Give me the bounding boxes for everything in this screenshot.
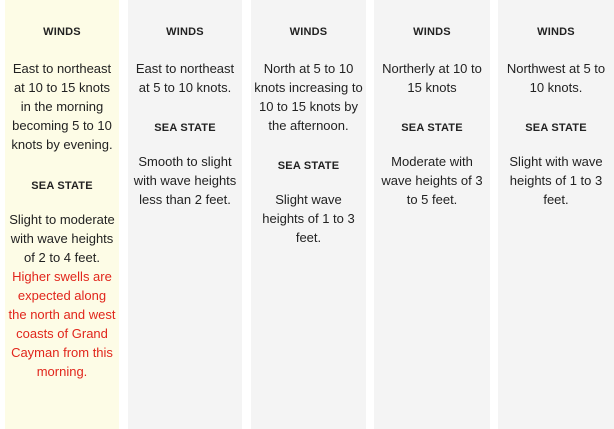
sea-state-label: SEA STATE [31,180,93,192]
sea-state-label: SEA STATE [154,122,216,134]
sea-state-text: Slight to moderate with wave heights of 2 to 4 feet. [9,212,115,265]
forecast-column-day-2 [128,0,242,429]
forecast-column-day-1 [5,0,119,429]
sea-state-label: SEA STATE [401,122,463,134]
winds-label: WINDS [166,26,204,38]
sea-state-description: Slight wave heights of 1 to 3 feet. [262,192,355,245]
sea-state-description: Smooth to slight with wave heights less than 2 feet. [133,154,237,207]
sea-state-description [5,210,119,381]
winds-description: Northwest at 5 to 10 knots. [506,61,606,95]
winds-label: WINDS [289,26,328,38]
sea-state-description: Moderate with wave heights of 3 to 5 feet. [381,154,483,207]
winds-label: WINDS [413,26,451,38]
winds-label: WINDS [43,26,81,38]
winds-description: North at 5 to 10 knots increasing to 10 to 15 knots by the afternoon. [254,61,363,133]
forecast-column-day-5 [498,0,614,429]
winds-description: East to northeast at 5 to 10 knots. [135,61,235,95]
winds-description: East to northeast at 10 to 15 knots in the morning becoming 5 to 10 knots by evening. [11,61,113,152]
forecast-column-day-4 [374,0,490,429]
swell-warning-text: Higher swells are expected along the north and west coasts of Grand Cayman from this morning. [8,269,116,379]
sea-state-label: SEA STATE [525,122,587,134]
forecast-column-day-3 [251,0,366,429]
sea-state-description: Slight with wave heights of 1 to 3 feet. [509,154,603,207]
winds-label: WINDS [537,26,575,38]
sea-state-label: SEA STATE [277,160,340,172]
winds-description: Northerly at 10 to 15 knots [382,61,482,95]
